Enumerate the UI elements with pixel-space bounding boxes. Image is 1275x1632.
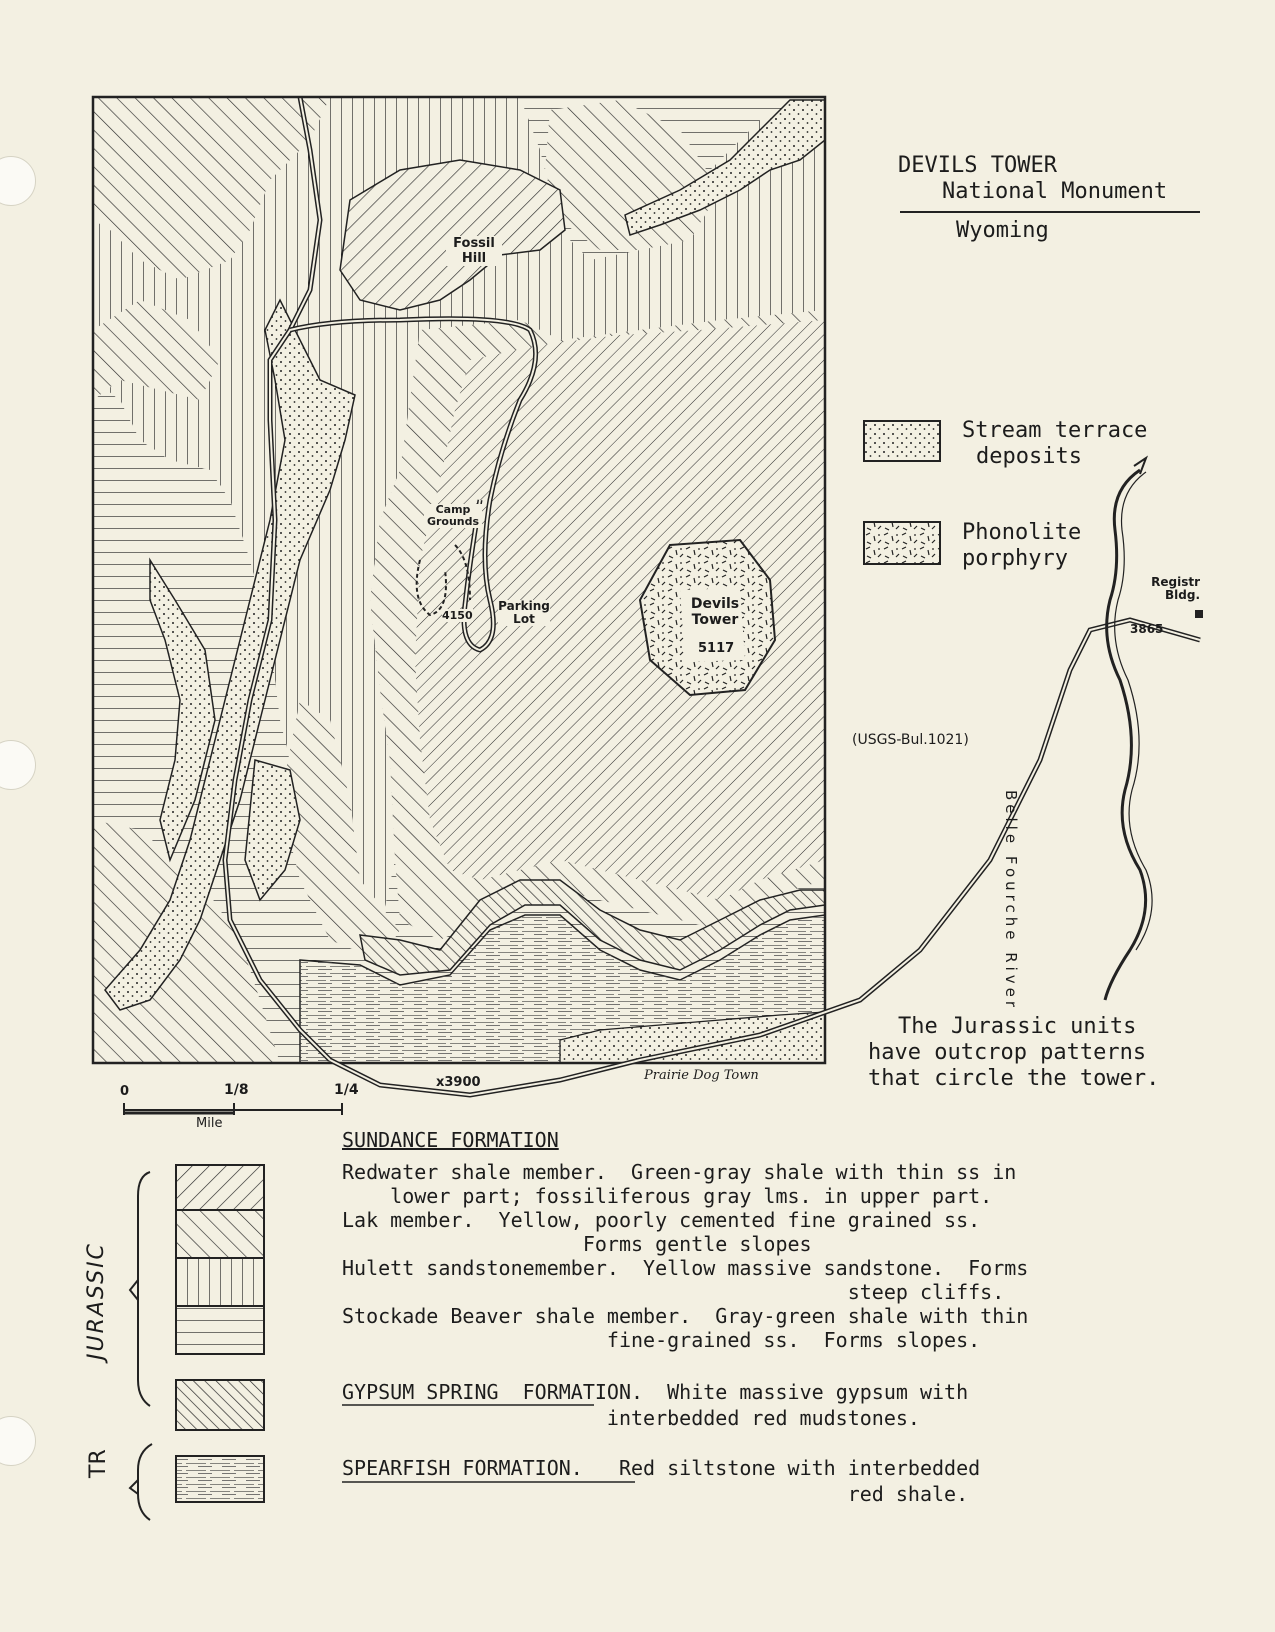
sundance-heading: SUNDANCE FORMATION <box>342 1128 559 1152</box>
hulett-line2: steep cliffs. <box>342 1280 1005 1304</box>
period-triassic: TR <box>86 1449 111 1478</box>
label-elev-3900: x3900 <box>436 1075 481 1090</box>
spearfish-line2: red shale. <box>342 1482 969 1506</box>
gypsum-line1: White massive gypsum with <box>643 1380 969 1404</box>
label-elev-4150: 4150 <box>442 609 473 622</box>
scale-eighth: 1/8 <box>224 1082 249 1098</box>
label-ranger-bldg: Registr Bldg. <box>1151 575 1200 602</box>
spearfish-line1: Red siltstone with interbedded <box>582 1456 981 1480</box>
stockade-line2: fine-grained ss. Forms slopes. <box>342 1328 981 1352</box>
legend-phonolite-2: porphyry <box>962 546 1068 571</box>
scale-quarter: 1/4 <box>334 1082 359 1098</box>
label-prairie-dog-town: Prairie Dog Town <box>644 1068 759 1083</box>
label-source: (USGS-Bul.1021) <box>852 732 969 748</box>
label-camp-grounds: Camp Grounds <box>424 504 482 528</box>
title-state: Wyoming <box>956 218 1049 243</box>
label-elev-5117: 5117 <box>698 641 735 656</box>
title-line2: National Monument <box>942 179 1168 204</box>
legend-stream-terrace-2: deposits <box>976 444 1082 469</box>
legend-block <box>342 1160 1028 1352</box>
note-line3: that circle the tower. <box>868 1066 1160 1091</box>
gypsum-heading: GYPSUM SPRING FORMATION. <box>342 1380 644 1404</box>
label-devils-tower: Devils Tower <box>690 596 740 628</box>
lak-line1: Lak member. Yellow, poorly cemented fine grained ss. <box>342 1208 981 1232</box>
label-parking-lot: Parking Lot <box>498 599 550 626</box>
label-elev-3865: 3865 <box>1130 622 1164 636</box>
hulett-line1: Hulett sandstonemember. Yellow massive sandstone. Forms <box>342 1256 1029 1280</box>
redwater-line1: Redwater shale member. Green-gray shale with thin ss in <box>342 1160 1017 1184</box>
note-line2: have outcrop patterns <box>868 1040 1147 1065</box>
scale-zero: 0 <box>120 1084 130 1099</box>
gypsum-block <box>342 1380 968 1404</box>
legend-stream-terrace-1: Stream terrace <box>962 418 1148 443</box>
stockade-line1: Stockade Beaver shale member. Gray-green shale with thin <box>342 1304 1029 1328</box>
redwater-line2: lower part; fossiliferous gray lms. in upper part. <box>342 1184 993 1208</box>
label-river: Belle Fourche River <box>1002 790 1020 1012</box>
title-line1: DEVILS TOWER <box>898 153 1057 178</box>
gypsum-line2: interbedded red mudstones. <box>342 1406 920 1430</box>
lak-line2: Forms gentle slopes <box>342 1232 812 1256</box>
legend-phonolite-1: Phonolite <box>962 520 1082 545</box>
period-jurassic: JURASSIC <box>84 1242 109 1360</box>
spearfish-heading: SPEARFISH FORMATION. <box>342 1456 583 1480</box>
label-fossil-hill: Fossil Hill <box>446 236 502 266</box>
note-line1: The Jurassic units <box>898 1014 1137 1039</box>
spearfish-block <box>342 1456 980 1480</box>
scale-unit: Mile <box>196 1116 223 1131</box>
